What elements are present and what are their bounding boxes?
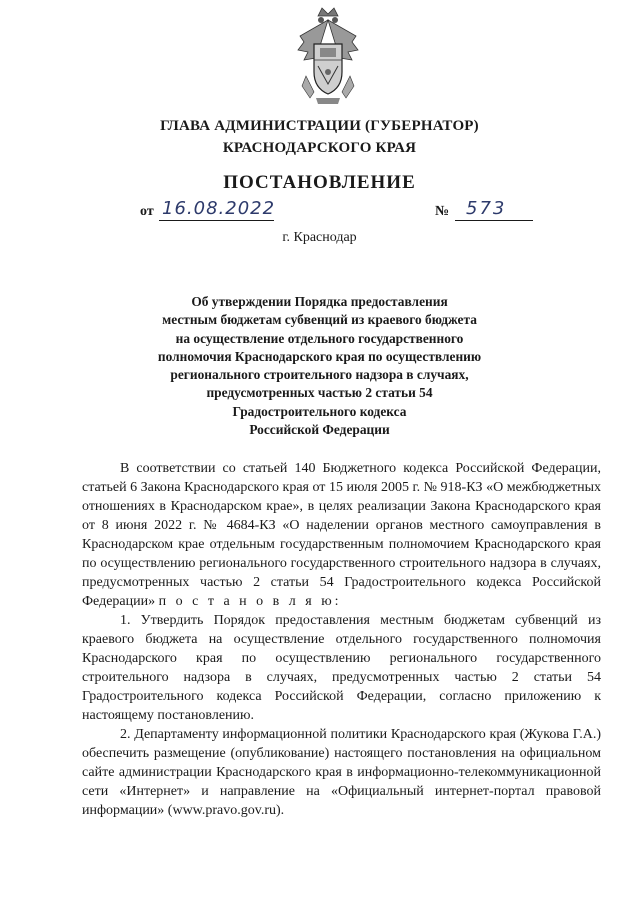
title-line: Градостроительного кодекса	[232, 403, 407, 419]
date-prefix: от	[140, 204, 154, 219]
number-prefix: №	[435, 204, 450, 219]
item-2-paragraph: 2. Департаменту информационной политики Краснодарского края (Жукова Г.А.) обеспечить размещение (опубликование) настоящего постановления на официальном сайте администрации Краснодарского края в информационно-телекоммуникационной сети «Интернет» и направление на «Официальный интернет-портал правовой информации» (www.pravo.gov.ru).	[82, 727, 601, 818]
title-line: Российской Федерации	[249, 422, 390, 438]
title-line: регионального строительного надзора в случаях,	[170, 367, 469, 383]
preamble-text: В соответствии со статьей 140 Бюджетного кодекса Российской Федерации, статьей 6 Закона Краснодарского края от 15 июля 2005 г. № 918-КЗ «О межбюджетных отношениях в Краснодарском крае», в целях реализации Закона Краснодарского края от 8 июня 2022 г. № 4684-КЗ «О наделении органов местного самоуправления в Краснодарском крае отдельным государственным полномочием Краснодарского края по осуществлению регионального государственного строительного надзора в случаях, предусмотренных частью 2 статьи 54 Градостроительного кодекса Российской Федерации»	[82, 461, 601, 609]
title-line: предусмотренных частью 2 статьи 54	[206, 385, 433, 401]
title-line: Об утверждении Порядка предоставления	[191, 294, 448, 309]
document-body	[82, 459, 601, 820]
handwritten-date: 16.08.2022	[162, 198, 276, 219]
number-underline	[455, 220, 533, 221]
title-line: на осуществление отдельного государственного	[175, 330, 464, 346]
date-underline	[159, 220, 274, 221]
handwritten-number: 573	[466, 198, 507, 219]
document-type-heading: ПОСТАНОВЛЕНИЕ	[223, 172, 416, 193]
title-line: местным бюджетам субвенций из краевого бюджета	[162, 312, 477, 328]
decree-word: п о с т а н о в л я ю:	[158, 594, 342, 609]
coat-of-arms-emblem	[294, 6, 362, 106]
item-1-paragraph: 1. Утвердить Порядок предоставления местным бюджетам субвенций из краевого бюджета на осуществление отдельного государственного полномочия Краснодарского края по осуществлению регионального государственного строительного надзора в случаях, предусмотренных частью 2 статьи 54 Градостроительного кодекса Российской Федерации, согласно приложению к настоящему постановлению.	[82, 613, 601, 723]
date-number-row	[0, 200, 639, 224]
document-title	[90, 293, 549, 439]
city-name: г. Краснодар	[282, 230, 357, 245]
authority-title-line2: КРАСНОДАРСКОГО КРАЯ	[222, 140, 417, 156]
title-line: полномочия Краснодарского края по осуществлению	[157, 348, 482, 364]
authority-title-line1: ГЛАВА АДМИНИСТРАЦИИ (ГУБЕРНАТОР)	[160, 118, 479, 134]
preamble-paragraph	[82, 459, 601, 611]
